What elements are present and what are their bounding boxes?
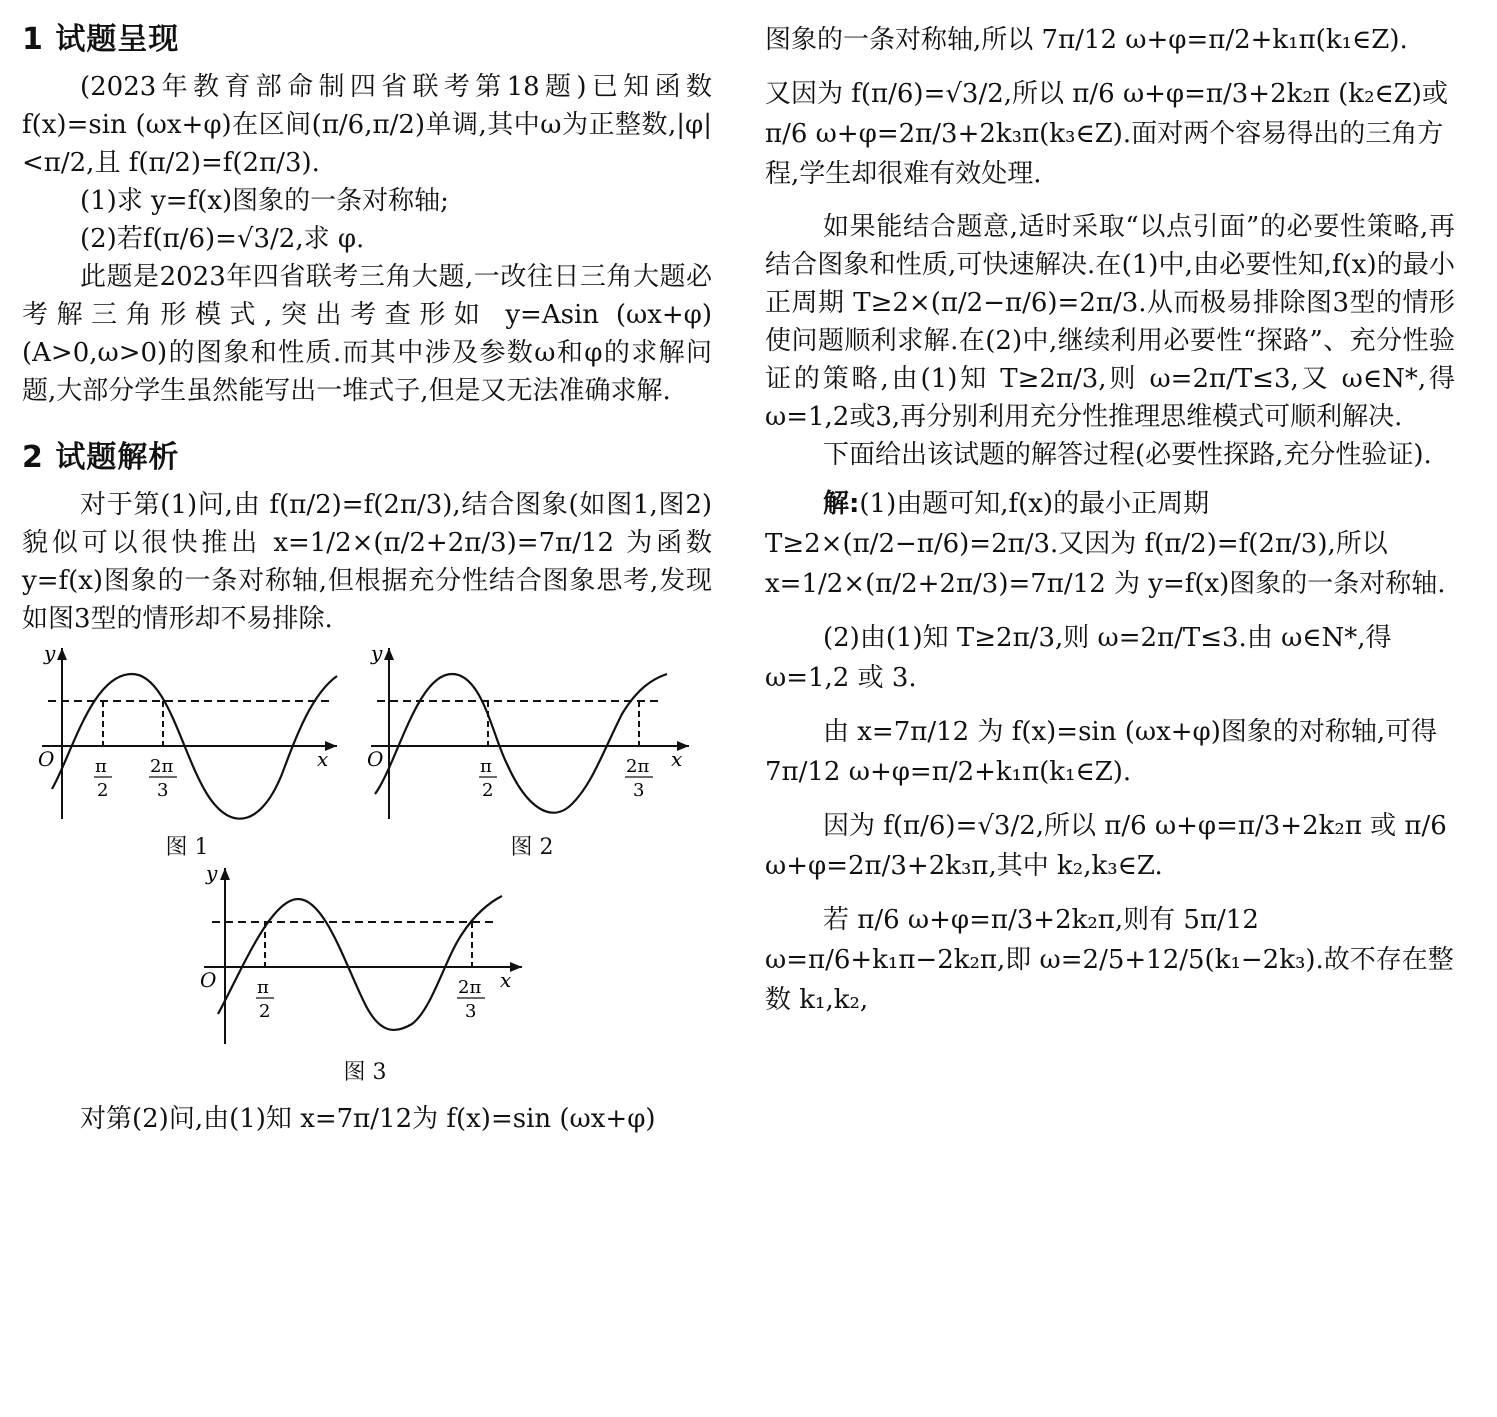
section-2-title: 2 试题解析 (22, 440, 180, 475)
fig1-tick-pi2-den: 2 (97, 780, 109, 801)
fig2-x-label: x (671, 747, 683, 771)
section-1-title: 1 试题呈现 (22, 22, 180, 57)
fig3-y-label: y (206, 864, 218, 885)
fig3-x-label: x (500, 968, 512, 992)
solution-label: 解: (823, 489, 860, 519)
fig1-y-label: y (44, 644, 56, 665)
fig2-tick-pi2-den: 2 (482, 780, 494, 801)
problem-statement: (2023年教育部命制四省联考第18题)已知函数 f(x)=sin (ωx+φ)在区间(π/6,π/2)单调,其中ω为正整数,|φ|<π/2,且 f(π/2)=f(2π/3). (22, 72, 712, 178)
fig1-tick-pi2-num: π (95, 756, 107, 777)
value-condition-paragraph: 又因为 f(π/6)=√3/2,所以 π/6 ω+φ=π/3+2k₂π (k₂∈Z)或 π/6 ω+φ=2π/3+2k₃π(k₃∈Z).面对两个容易得出的三角方程,学生却很难有效处理. (765, 79, 1448, 189)
fig1-origin-label: O (38, 747, 55, 771)
fig2-origin-label: O (367, 747, 384, 771)
figure-1 (32, 644, 342, 861)
question-1: (1)求 y=f(x)图象的一条对称轴; (80, 186, 449, 216)
problem-commentary: 此题是2023年四省联考三角大题,一改往日三角大题必考解三角形模式,突出考查形如 y=Asin (ωx+φ)(A>0,ω>0)的图象和性质.而其中涉及参数ω和φ的求解问题,大部分学生虽然能写出一堆式子,但是又无法准确求解. (22, 262, 712, 406)
fig3-tick-pi2-num: π (257, 977, 269, 998)
fig2-tick-pi2-num: π (480, 756, 492, 777)
fig1-tick-2pi3-den: 3 (157, 780, 169, 801)
solution-part-2: (2)由(1)知 T≥2π/3,则 ω=2π/T≤3.由 ω∈N*,得 ω=1,2 或 3. (765, 623, 1392, 693)
strategy-paragraph: 如果能结合题意,适时采取“以点引面”的必要性策略,再结合图象和性质,可快速解决.在(1)中,由必要性知,f(x)的最小正周期 T≥2×(π/2−π/6)=2π/3.从而极易排除图3型的情形使问题顺利求解.在(2)中,继续利用必要性“探路”、充分性验证的策略,由(1)知 T≥2π/3,则 ω=2π/T≤3,又 ω∈N*,得 ω=1,2或3,再分别利用充分性推理思维模式可顺利解决. (765, 212, 1455, 432)
left-column (22, 0, 712, 1138)
fig2-tick-2pi3-num: 2π (626, 756, 650, 777)
symmetry-axis-equation: 图象的一条对称轴,所以 7π/12 ω+φ=π/2+k₁π(k₁∈Z). (765, 25, 1408, 55)
figure-1-graph (32, 644, 342, 824)
right-column (765, 10, 1455, 1034)
figures-row-2 (22, 864, 712, 1096)
solution-part-4: 因为 f(π/6)=√3/2,所以 π/6 ω+φ=π/3+2k₂π 或 π/6 ω+φ=2π/3+2k₃π,其中 k₂,k₃∈Z. (765, 811, 1447, 881)
figure-2 (367, 644, 697, 861)
solution-part-1 (765, 484, 1455, 604)
fig2-y-label: y (371, 644, 383, 665)
figure-2-caption: 图 2 (510, 835, 554, 860)
solution-part-1-text: (1)由题可知,f(x)的最小正周期 T≥2×(π/2−π/6)=2π/3.又因为 f(π/2)=f(2π/3),所以 x=1/2×(π/2+2π/3)=7π/12 为 y=f(x)图象的一条对称轴. (765, 489, 1446, 599)
fig1-x-label: x (317, 747, 329, 771)
solution-part-5: 若 π/6 ω+φ=π/3+2k₂π,则有 5π/12 ω=π/6+k₁π−2k₂π,即 ω=2/5+12/5(k₁−2k₃).故不存在整数 k₁,k₂, (765, 905, 1454, 1015)
fig2-tick-2pi3-den: 3 (633, 780, 645, 801)
fig1-tick-2pi3-num: 2π (150, 756, 174, 777)
figures-row-1 (22, 644, 712, 864)
fig3-tick-2pi3-den: 3 (465, 1001, 477, 1022)
figure-3 (200, 864, 530, 1086)
solution-part-3: 由 x=7π/12 为 f(x)=sin (ωx+φ)图象的对称轴,可得 7π/12 ω+φ=π/2+k₁π(k₁∈Z). (765, 717, 1438, 787)
figure-2-graph (367, 644, 697, 824)
question-2: (2)若f(π/6)=√3/2,求 φ. (80, 224, 365, 254)
fig3-tick-2pi3-num: 2π (458, 977, 482, 998)
fig3-origin-label: O (200, 968, 217, 992)
analysis-paragraph-2: 对第(2)问,由(1)知 x=7π/12为 f(x)=sin (ωx+φ) (80, 1104, 656, 1134)
figure-3-graph (200, 864, 530, 1049)
analysis-paragraph-1: 对于第(1)问,由 f(π/2)=f(2π/3),结合图象(如图1,图2)貌似可以很快推出 x=1/2×(π/2+2π/3)=7π/12 为函数 y=f(x)图象的一条对称轴,但根据充分性结合图象思考,发现如图3型的情形却不易排除. (22, 490, 712, 634)
solution-intro: 下面给出该试题的解答过程(必要性探路,充分性验证). (823, 440, 1432, 470)
figure-1-caption: 图 1 (165, 835, 209, 860)
fig3-tick-pi2-den: 2 (259, 1001, 271, 1022)
figure-3-caption: 图 3 (343, 1060, 387, 1085)
